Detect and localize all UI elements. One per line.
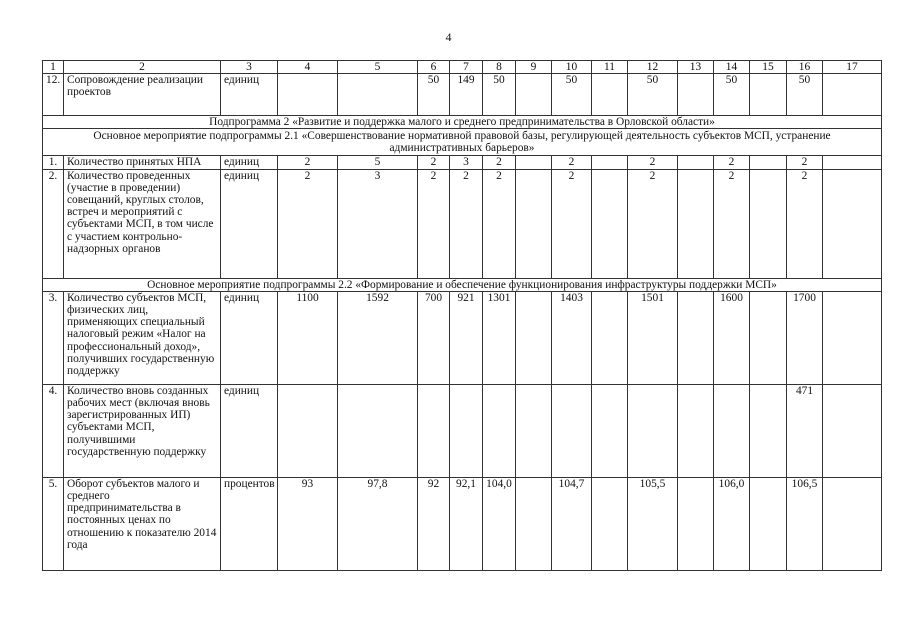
header-cell: 8 [483, 61, 516, 74]
value-cell: 104,7 [552, 477, 592, 570]
section-title: Основное мероприятие подпрограммы 2.2 «Формирование и обеспечение функционирования инфраструктуры поддержки МСП» [43, 278, 882, 291]
value-cell [338, 384, 418, 477]
value-cell: 1501 [628, 291, 678, 384]
page-number: 4 [445, 30, 452, 44]
indicator-name: Количество принятых НПА [64, 156, 221, 169]
value-cell: 2 [552, 156, 592, 169]
table-row [43, 169, 882, 278]
section-title: Основное мероприятие подпрограммы 2.1 «Совершенствование нормативной правовой базы, регулирующей деятельность субъектов МСП, устранение административных барьеров» [43, 129, 882, 156]
indicator-name: Сопровождение реализации проектов [64, 74, 221, 116]
header-cell: 1 [43, 61, 64, 74]
value-cell [823, 384, 882, 477]
value-cell [592, 74, 628, 116]
value-cell [750, 169, 787, 278]
table-row [43, 156, 882, 169]
header-cell: 10 [552, 61, 592, 74]
value-cell [678, 384, 714, 477]
value-cell: 1592 [338, 291, 418, 384]
value-cell: 1403 [552, 291, 592, 384]
value-cell: 92,1 [450, 477, 483, 570]
value-cell: 50 [552, 74, 592, 116]
value-cell [516, 169, 552, 278]
unit-cell: единиц [221, 156, 278, 169]
row-number: 5. [43, 477, 64, 570]
value-cell [678, 156, 714, 169]
header-cell: 6 [418, 61, 450, 74]
header-cell: 12 [628, 61, 678, 74]
section-title: Подпрограмма 2 «Развитие и поддержка малого и среднего предпринимательства в Орловской области» [43, 116, 882, 129]
header-cell: 9 [516, 61, 552, 74]
indicator-name: Оборот субъектов малого и среднего предпринимательства в постоянных ценах по отношению к показателю 2014 года [64, 477, 221, 570]
section-row [43, 278, 882, 291]
value-cell [678, 169, 714, 278]
value-cell [714, 384, 750, 477]
table-row [43, 74, 882, 116]
value-cell [750, 156, 787, 169]
value-cell: 104,0 [483, 477, 516, 570]
value-cell [418, 384, 450, 477]
value-cell: 50 [787, 74, 823, 116]
value-cell: 2 [278, 169, 338, 278]
value-cell: 3 [450, 156, 483, 169]
value-cell: 1301 [483, 291, 516, 384]
value-cell: 471 [787, 384, 823, 477]
value-cell: 2 [278, 156, 338, 169]
value-cell [823, 291, 882, 384]
value-cell: 106,5 [787, 477, 823, 570]
header-cell: 7 [450, 61, 483, 74]
indicators-table [42, 60, 882, 571]
value-cell: 2 [714, 169, 750, 278]
value-cell: 97,8 [338, 477, 418, 570]
value-cell: 1600 [714, 291, 750, 384]
unit-cell: единиц [221, 169, 278, 278]
value-cell: 93 [278, 477, 338, 570]
value-cell [750, 291, 787, 384]
unit-cell: единиц [221, 384, 278, 477]
value-cell [516, 384, 552, 477]
header-cell: 14 [714, 61, 750, 74]
value-cell [823, 169, 882, 278]
value-cell [516, 477, 552, 570]
value-cell: 2 [450, 169, 483, 278]
value-cell: 2 [483, 169, 516, 278]
value-cell: 50 [628, 74, 678, 116]
header-cell: 15 [750, 61, 787, 74]
value-cell [516, 74, 552, 116]
value-cell: 92 [418, 477, 450, 570]
value-cell [338, 74, 418, 116]
value-cell: 2 [552, 169, 592, 278]
value-cell [592, 477, 628, 570]
row-number: 3. [43, 291, 64, 384]
value-cell: 2 [418, 169, 450, 278]
unit-cell: процентов [221, 477, 278, 570]
header-cell: 13 [678, 61, 714, 74]
value-cell: 50 [483, 74, 516, 116]
table-row [43, 477, 882, 570]
row-number: 4. [43, 384, 64, 477]
value-cell [552, 384, 592, 477]
value-cell [450, 384, 483, 477]
value-cell [483, 384, 516, 477]
value-cell: 2 [628, 156, 678, 169]
indicator-name: Количество проведенных (участие в проведении) совещаний, круглых столов, встреч и мероприятий с субъектами МСП, в том числе с участием контрольно-надзорных органов [64, 169, 221, 278]
value-cell: 2 [628, 169, 678, 278]
table-row [43, 384, 882, 477]
header-cell: 11 [592, 61, 628, 74]
value-cell: 50 [714, 74, 750, 116]
value-cell [750, 74, 787, 116]
value-cell [750, 384, 787, 477]
value-cell: 2 [787, 169, 823, 278]
value-cell: 2 [787, 156, 823, 169]
header-cell: 5 [338, 61, 418, 74]
value-cell: 50 [418, 74, 450, 116]
value-cell [823, 156, 882, 169]
value-cell [592, 156, 628, 169]
value-cell: 1100 [278, 291, 338, 384]
value-cell: 2 [483, 156, 516, 169]
value-cell [278, 384, 338, 477]
indicator-name: Количество субъектов МСП, физических лиц, применяющих специальный налоговый режим «Налог на профессиональный доход», получивших государственную поддержку [64, 291, 221, 384]
value-cell [516, 156, 552, 169]
value-cell [678, 74, 714, 116]
unit-cell: единиц [221, 291, 278, 384]
value-cell [592, 384, 628, 477]
header-cell: 3 [221, 61, 278, 74]
value-cell: 700 [418, 291, 450, 384]
value-cell: 105,5 [628, 477, 678, 570]
header-cell: 16 [787, 61, 823, 74]
value-cell [823, 477, 882, 570]
value-cell [628, 384, 678, 477]
table-row [43, 291, 882, 384]
unit-cell: единиц [221, 74, 278, 116]
indicator-name: Количество вновь созданных рабочих мест (включая вновь зарегистрированных ИП) субъектами МСП, получившими государственную поддержку [64, 384, 221, 477]
value-cell: 921 [450, 291, 483, 384]
section-row [43, 129, 882, 156]
value-cell: 1700 [787, 291, 823, 384]
value-cell [592, 291, 628, 384]
value-cell [592, 169, 628, 278]
section-row [43, 116, 882, 129]
header-cell: 4 [278, 61, 338, 74]
row-number: 12. [43, 74, 64, 116]
value-cell [678, 477, 714, 570]
header-row [43, 61, 882, 74]
value-cell: 5 [338, 156, 418, 169]
value-cell [823, 74, 882, 116]
value-cell: 2 [714, 156, 750, 169]
header-cell: 2 [64, 61, 221, 74]
value-cell [678, 291, 714, 384]
value-cell: 3 [338, 169, 418, 278]
value-cell [750, 477, 787, 570]
value-cell: 106,0 [714, 477, 750, 570]
header-cell: 17 [823, 61, 882, 74]
value-cell: 149 [450, 74, 483, 116]
row-number: 1. [43, 156, 64, 169]
value-cell: 2 [418, 156, 450, 169]
value-cell [278, 74, 338, 116]
row-number: 2. [43, 169, 64, 278]
value-cell [516, 291, 552, 384]
